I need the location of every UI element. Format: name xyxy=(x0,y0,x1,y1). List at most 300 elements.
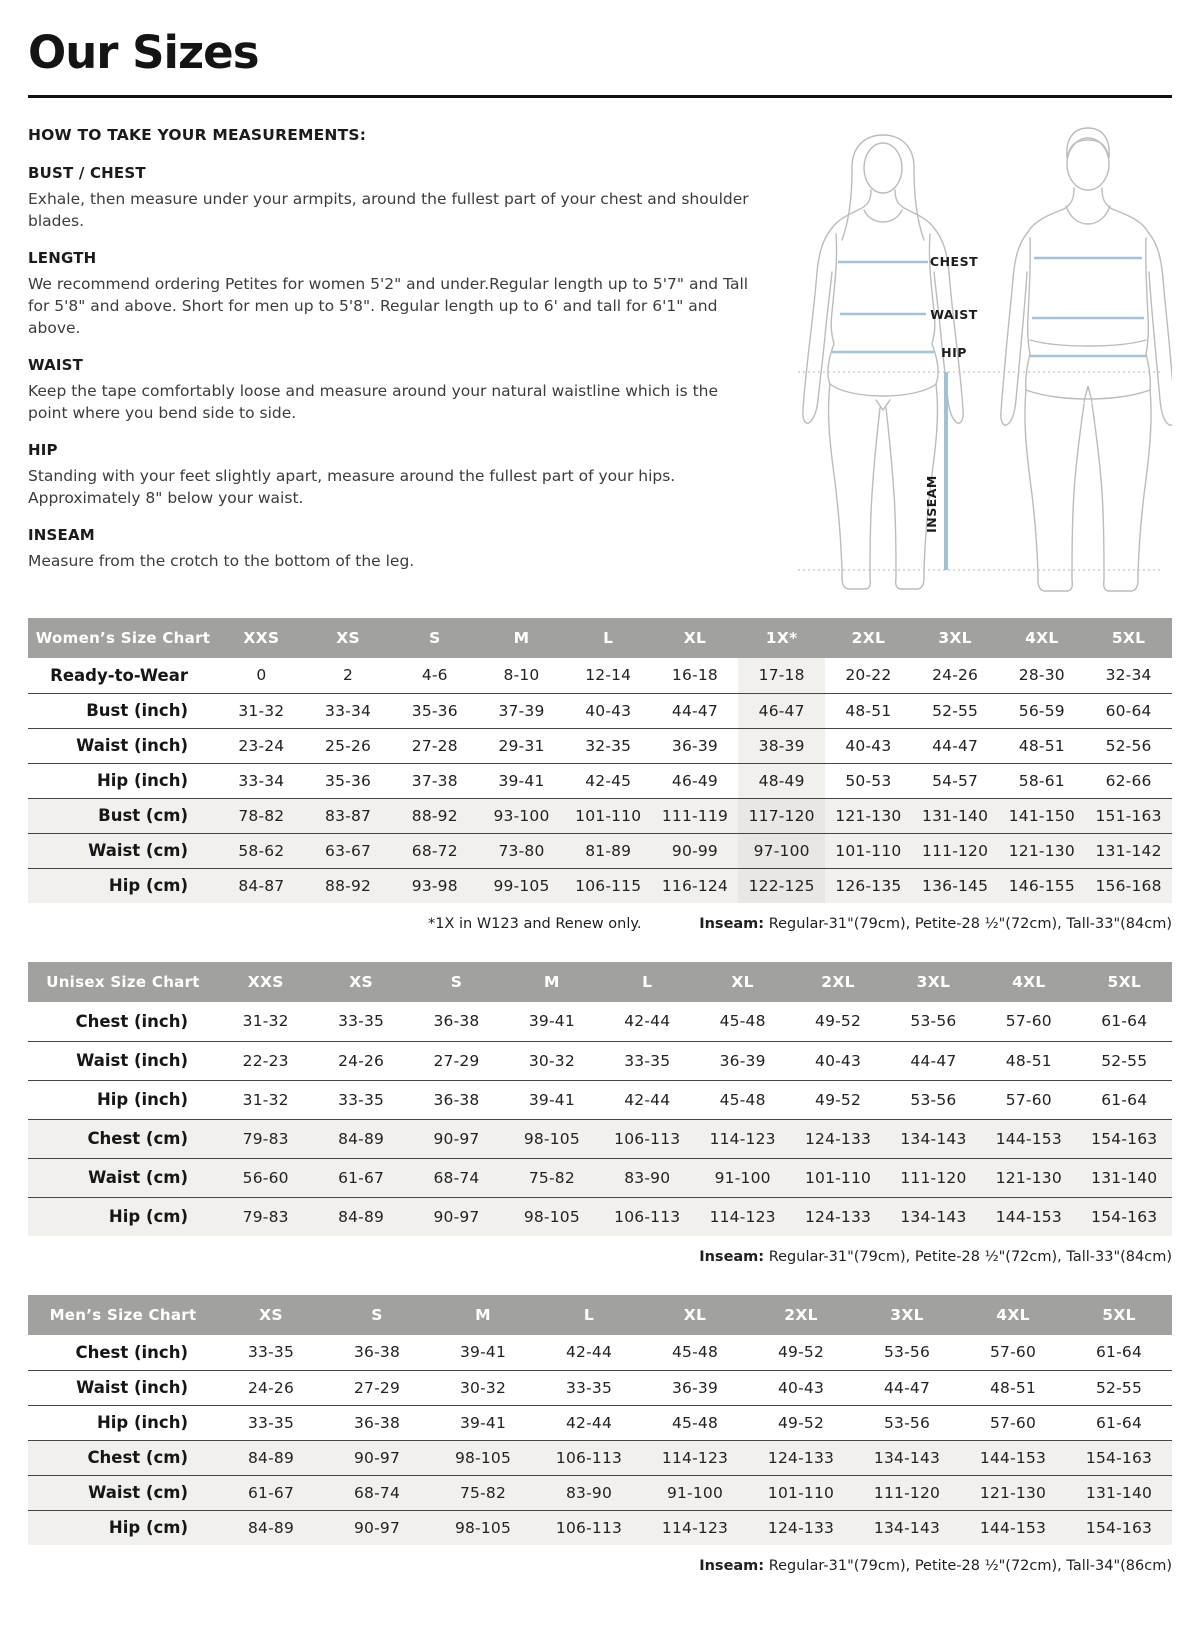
size-cell: 36-39 xyxy=(642,1370,748,1405)
size-cell: 97-100 xyxy=(738,833,825,868)
woman-outline xyxy=(803,135,963,589)
size-cell: 88-92 xyxy=(305,868,392,903)
unisex-size-chart-footnote xyxy=(28,1249,1172,1265)
table-row xyxy=(28,1197,1172,1236)
table-row xyxy=(28,693,1172,728)
size-cell: 68-74 xyxy=(409,1158,504,1197)
size-cell: 121-130 xyxy=(960,1475,1066,1510)
size-cell: 45-48 xyxy=(642,1335,748,1370)
size-cell: 53-56 xyxy=(886,1080,981,1119)
row-label: Bust (inch) xyxy=(28,693,218,728)
size-cell: 12-14 xyxy=(565,658,652,693)
size-cell: 58-61 xyxy=(998,763,1085,798)
column-header-xxs: XXS xyxy=(218,962,313,1002)
size-cell: 114-123 xyxy=(642,1510,748,1545)
size-cell: 48-51 xyxy=(998,728,1085,763)
size-cell: 63-67 xyxy=(305,833,392,868)
unisex-size-chart-block xyxy=(28,962,1172,1265)
table-title: Women’s Size Chart xyxy=(28,618,218,658)
size-cell: 134-143 xyxy=(886,1119,981,1158)
row-label: Waist (inch) xyxy=(28,728,218,763)
size-cell: 22-23 xyxy=(218,1041,313,1080)
size-cell: 75-82 xyxy=(430,1475,536,1510)
column-header-5xl: 5XL xyxy=(1066,1295,1172,1335)
size-cell: 36-38 xyxy=(409,1002,504,1041)
size-cell: 24-26 xyxy=(313,1041,408,1080)
column-header-s: S xyxy=(409,962,504,1002)
column-header-xs: XS xyxy=(313,962,408,1002)
size-cell: 24-26 xyxy=(218,1370,324,1405)
size-cell: 54-57 xyxy=(912,763,999,798)
size-cell: 36-39 xyxy=(695,1041,790,1080)
size-cell: 91-100 xyxy=(695,1158,790,1197)
size-cell: 53-56 xyxy=(886,1002,981,1041)
size-cell: 45-48 xyxy=(695,1080,790,1119)
row-label: Hip (inch) xyxy=(28,1405,218,1440)
size-cell: 25-26 xyxy=(305,728,392,763)
size-cell: 37-38 xyxy=(391,763,478,798)
size-cell: 124-133 xyxy=(790,1119,885,1158)
column-header-5xl: 5XL xyxy=(1085,618,1172,658)
size-cell: 57-60 xyxy=(981,1002,1076,1041)
size-cell: 42-45 xyxy=(565,763,652,798)
size-cell: 44-47 xyxy=(886,1041,981,1080)
column-header-xl: XL xyxy=(642,1295,748,1335)
size-cell: 17-18 xyxy=(738,658,825,693)
size-cell: 33-35 xyxy=(218,1405,324,1440)
size-cell: 144-153 xyxy=(981,1197,1076,1236)
section-inseam xyxy=(28,526,762,572)
size-cell: 68-74 xyxy=(324,1475,430,1510)
size-cell: 98-105 xyxy=(430,1510,536,1545)
column-header-m: M xyxy=(478,618,565,658)
column-header-xs: XS xyxy=(305,618,392,658)
size-charts xyxy=(28,618,1172,1574)
size-cell: 27-29 xyxy=(409,1041,504,1080)
size-cell: 44-47 xyxy=(912,728,999,763)
table-row xyxy=(28,1510,1172,1545)
size-cell: 101-110 xyxy=(565,798,652,833)
size-cell: 45-48 xyxy=(695,1002,790,1041)
size-cell: 48-51 xyxy=(981,1041,1076,1080)
size-cell: 131-140 xyxy=(1066,1475,1172,1510)
size-cell: 44-47 xyxy=(652,693,739,728)
section-length xyxy=(28,249,762,339)
size-cell: 48-51 xyxy=(960,1370,1066,1405)
size-cell: 61-64 xyxy=(1077,1080,1172,1119)
figures-illustration xyxy=(768,122,1172,596)
size-cell: 40-43 xyxy=(565,693,652,728)
column-header-4xl: 4XL xyxy=(960,1295,1066,1335)
column-header-2xl: 2XL xyxy=(790,962,885,1002)
size-cell: 57-60 xyxy=(981,1080,1076,1119)
size-cell: 111-120 xyxy=(912,833,999,868)
table-row xyxy=(28,728,1172,763)
size-cell: 122-125 xyxy=(738,868,825,903)
size-cell: 31-32 xyxy=(218,1080,313,1119)
size-cell: 131-140 xyxy=(1077,1158,1172,1197)
size-cell: 84-89 xyxy=(218,1440,324,1475)
size-cell: 36-38 xyxy=(324,1405,430,1440)
size-cell: 83-87 xyxy=(305,798,392,833)
size-cell: 31-32 xyxy=(218,693,305,728)
column-header-m: M xyxy=(504,962,599,1002)
section-waist xyxy=(28,356,762,424)
size-cell: 154-163 xyxy=(1077,1197,1172,1236)
section-body: Exhale, then measure under your armpits, around the fullest part of your chest and shoulder blades. xyxy=(28,190,749,230)
size-cell: 49-52 xyxy=(790,1080,885,1119)
size-cell: 33-35 xyxy=(313,1002,408,1041)
size-cell: 58-62 xyxy=(218,833,305,868)
size-cell: 2 xyxy=(305,658,392,693)
size-cell: 44-47 xyxy=(854,1370,960,1405)
inseam-footnote: Inseam: Regular-31"(79cm), Petite-28 ½"(72cm), Tall-34"(86cm) xyxy=(699,1558,1172,1574)
size-cell: 40-43 xyxy=(790,1041,885,1080)
size-cell: 23-24 xyxy=(218,728,305,763)
column-header-s: S xyxy=(391,618,478,658)
table-row xyxy=(28,1405,1172,1440)
size-cell: 75-82 xyxy=(504,1158,599,1197)
size-cell: 27-29 xyxy=(324,1370,430,1405)
size-cell: 134-143 xyxy=(854,1440,960,1475)
womens-size-chart-block xyxy=(28,618,1172,932)
title-divider xyxy=(28,95,1172,98)
man-outline xyxy=(1001,128,1172,591)
size-cell: 78-82 xyxy=(218,798,305,833)
section-title: LENGTH xyxy=(28,249,97,267)
size-cell: 52-55 xyxy=(1066,1370,1172,1405)
size-cell: 52-55 xyxy=(1077,1041,1172,1080)
row-label: Chest (cm) xyxy=(28,1440,218,1475)
size-cell: 52-55 xyxy=(912,693,999,728)
row-label: Waist (cm) xyxy=(28,1475,218,1510)
size-cell: 40-43 xyxy=(748,1370,854,1405)
size-cell: 20-22 xyxy=(825,658,912,693)
size-cell: 32-34 xyxy=(1085,658,1172,693)
measure-lines xyxy=(832,258,1146,356)
womens-size-chart-footnote xyxy=(28,916,1172,932)
size-cell: 83-90 xyxy=(536,1475,642,1510)
size-cell: 0 xyxy=(218,658,305,693)
waist-label: WAIST xyxy=(930,307,978,322)
table-row xyxy=(28,1080,1172,1119)
size-cell: 90-99 xyxy=(652,833,739,868)
how-to-heading: HOW TO TAKE YOUR MEASUREMENTS: xyxy=(28,126,367,144)
size-cell: 49-52 xyxy=(748,1405,854,1440)
size-cell: 90-97 xyxy=(324,1510,430,1545)
size-cell: 114-123 xyxy=(642,1440,748,1475)
row-label: Hip (cm) xyxy=(28,868,218,903)
size-cell: 117-120 xyxy=(738,798,825,833)
size-cell: 126-135 xyxy=(825,868,912,903)
mens-size-chart-block xyxy=(28,1295,1172,1574)
table-row xyxy=(28,1335,1172,1370)
section-body: We recommend ordering Petites for women 5'2" and under.Regular length up to 5'7" and Tall for 5'8" and above. Short for men up to 5'8". Regular length up to 6' and tall for 6'1" and above. xyxy=(28,275,749,337)
size-cell: 124-133 xyxy=(748,1440,854,1475)
size-cell: 131-142 xyxy=(1085,833,1172,868)
size-cell: 91-100 xyxy=(642,1475,748,1510)
size-cell: 90-97 xyxy=(409,1197,504,1236)
size-cell: 30-32 xyxy=(504,1041,599,1080)
section-body: Keep the tape comfortably loose and measure around your natural waistline which is the point where you bend side to side. xyxy=(28,382,719,422)
size-cell: 136-145 xyxy=(912,868,999,903)
size-cell: 93-98 xyxy=(391,868,478,903)
size-cell: 84-89 xyxy=(218,1510,324,1545)
row-label: Ready-to-Wear xyxy=(28,658,218,693)
size-cell: 4-6 xyxy=(391,658,478,693)
size-cell: 28-30 xyxy=(998,658,1085,693)
table-row xyxy=(28,1041,1172,1080)
size-cell: 40-43 xyxy=(825,728,912,763)
size-cell: 39-41 xyxy=(430,1405,536,1440)
measurements-copy xyxy=(28,122,762,596)
size-cell: 144-153 xyxy=(981,1119,1076,1158)
section-title: WAIST xyxy=(28,356,84,374)
size-cell: 79-83 xyxy=(218,1119,313,1158)
column-header-l: L xyxy=(600,962,695,1002)
size-cell: 31-32 xyxy=(218,1002,313,1041)
size-cell: 39-41 xyxy=(504,1080,599,1119)
size-cell: 106-113 xyxy=(536,1510,642,1545)
size-cell: 53-56 xyxy=(854,1335,960,1370)
column-header-4xl: 4XL xyxy=(981,962,1076,1002)
column-header-xl: XL xyxy=(652,618,739,658)
column-header-2xl: 2XL xyxy=(825,618,912,658)
womens-size-chart xyxy=(28,618,1172,903)
mens-size-chart xyxy=(28,1295,1172,1545)
table-row xyxy=(28,658,1172,693)
size-cell: 46-47 xyxy=(738,693,825,728)
size-cell: 60-64 xyxy=(1085,693,1172,728)
size-cell: 48-51 xyxy=(825,693,912,728)
size-cell: 106-113 xyxy=(600,1197,695,1236)
size-cell: 53-56 xyxy=(854,1405,960,1440)
size-cell: 16-18 xyxy=(652,658,739,693)
size-cell: 49-52 xyxy=(790,1002,885,1041)
column-header-3xl: 3XL xyxy=(854,1295,960,1335)
column-header-m: M xyxy=(430,1295,536,1335)
table-row xyxy=(28,1440,1172,1475)
size-cell: 99-105 xyxy=(478,868,565,903)
section-bust-chest xyxy=(28,164,762,232)
column-header-3xl: 3XL xyxy=(886,962,981,1002)
size-cell: 111-119 xyxy=(652,798,739,833)
row-label: Waist (cm) xyxy=(28,833,218,868)
size-cell: 81-89 xyxy=(565,833,652,868)
column-header-xxs: XXS xyxy=(218,618,305,658)
size-cell: 56-59 xyxy=(998,693,1085,728)
column-header-5xl: 5XL xyxy=(1077,962,1172,1002)
size-cell: 45-48 xyxy=(642,1405,748,1440)
size-cell: 52-56 xyxy=(1085,728,1172,763)
size-cell: 36-38 xyxy=(324,1335,430,1370)
size-cell: 93-100 xyxy=(478,798,565,833)
size-cell: 121-130 xyxy=(825,798,912,833)
size-cell: 8-10 xyxy=(478,658,565,693)
chest-label: CHEST xyxy=(929,254,979,269)
size-cell: 33-35 xyxy=(536,1370,642,1405)
size-cell: 73-80 xyxy=(478,833,565,868)
size-cell: 154-163 xyxy=(1077,1119,1172,1158)
inseam-bar xyxy=(944,372,948,570)
size-cell: 88-92 xyxy=(391,798,478,833)
size-cell: 121-130 xyxy=(981,1158,1076,1197)
size-cell: 106-113 xyxy=(536,1440,642,1475)
size-cell: 61-64 xyxy=(1077,1002,1172,1041)
size-cell: 42-44 xyxy=(600,1002,695,1041)
section-title: HIP xyxy=(28,441,58,459)
size-cell: 61-67 xyxy=(218,1475,324,1510)
size-cell: 146-155 xyxy=(998,868,1085,903)
size-cell: 61-64 xyxy=(1066,1335,1172,1370)
footnote-note: *1X in W123 and Renew only. xyxy=(428,916,642,932)
table-row xyxy=(28,1002,1172,1041)
size-cell: 111-120 xyxy=(886,1158,981,1197)
size-cell: 90-97 xyxy=(324,1440,430,1475)
size-cell: 57-60 xyxy=(960,1335,1066,1370)
size-cell: 39-41 xyxy=(504,1002,599,1041)
column-header-l: L xyxy=(565,618,652,658)
table-row xyxy=(28,868,1172,903)
size-cell: 134-143 xyxy=(854,1510,960,1545)
size-cell: 27-28 xyxy=(391,728,478,763)
size-cell: 144-153 xyxy=(960,1510,1066,1545)
size-cell: 33-35 xyxy=(600,1041,695,1080)
mens-size-chart-footnote xyxy=(28,1558,1172,1574)
size-cell: 36-39 xyxy=(652,728,739,763)
body-measurement-diagram xyxy=(762,122,1172,596)
size-cell: 35-36 xyxy=(305,763,392,798)
size-cell: 32-35 xyxy=(565,728,652,763)
column-header-3xl: 3XL xyxy=(912,618,999,658)
section-title: INSEAM xyxy=(28,526,95,544)
table-row xyxy=(28,798,1172,833)
row-label: Chest (cm) xyxy=(28,1119,218,1158)
size-cell: 33-34 xyxy=(218,763,305,798)
row-label: Waist (inch) xyxy=(28,1370,218,1405)
table-row xyxy=(28,1475,1172,1510)
size-cell: 56-60 xyxy=(218,1158,313,1197)
table-title: Men’s Size Chart xyxy=(28,1295,218,1335)
size-cell: 33-35 xyxy=(313,1080,408,1119)
size-cell: 134-143 xyxy=(886,1197,981,1236)
column-header-4xl: 4XL xyxy=(998,618,1085,658)
row-label: Hip (cm) xyxy=(28,1510,218,1545)
size-cell: 39-41 xyxy=(430,1335,536,1370)
hip-label: HIP xyxy=(941,345,967,360)
size-cell: 33-35 xyxy=(218,1335,324,1370)
size-cell: 84-89 xyxy=(313,1197,408,1236)
size-cell: 46-49 xyxy=(652,763,739,798)
size-cell: 79-83 xyxy=(218,1197,313,1236)
row-label: Hip (cm) xyxy=(28,1197,218,1236)
size-cell: 49-52 xyxy=(748,1335,854,1370)
size-cell: 101-110 xyxy=(825,833,912,868)
size-cell: 61-64 xyxy=(1066,1405,1172,1440)
size-cell: 116-124 xyxy=(652,868,739,903)
dotted-guides xyxy=(798,372,1160,570)
table-row xyxy=(28,1158,1172,1197)
size-cell: 37-39 xyxy=(478,693,565,728)
size-cell: 101-110 xyxy=(790,1158,885,1197)
row-label: Hip (inch) xyxy=(28,763,218,798)
size-cell: 39-41 xyxy=(478,763,565,798)
table-row xyxy=(28,763,1172,798)
row-label: Waist (cm) xyxy=(28,1158,218,1197)
size-cell: 33-34 xyxy=(305,693,392,728)
size-cell: 154-163 xyxy=(1066,1510,1172,1545)
size-cell: 84-89 xyxy=(313,1119,408,1158)
size-cell: 124-133 xyxy=(748,1510,854,1545)
size-cell: 98-105 xyxy=(504,1197,599,1236)
size-cell: 98-105 xyxy=(430,1440,536,1475)
section-body: Measure from the crotch to the bottom of the leg. xyxy=(28,552,415,570)
column-header-1x: 1X* xyxy=(738,618,825,658)
column-header-xs: XS xyxy=(218,1295,324,1335)
row-label: Waist (inch) xyxy=(28,1041,218,1080)
table-row xyxy=(28,1370,1172,1405)
size-cell: 111-120 xyxy=(854,1475,960,1510)
size-cell: 101-110 xyxy=(748,1475,854,1510)
unisex-size-chart xyxy=(28,962,1172,1236)
inseam-footnote: Inseam: Regular-31"(79cm), Petite-28 ½"(72cm), Tall-33"(84cm) xyxy=(699,1249,1172,1265)
row-label: Hip (inch) xyxy=(28,1080,218,1119)
size-cell: 42-44 xyxy=(536,1405,642,1440)
size-cell: 84-87 xyxy=(218,868,305,903)
size-cell: 114-123 xyxy=(695,1119,790,1158)
size-cell: 61-67 xyxy=(313,1158,408,1197)
column-header-2xl: 2XL xyxy=(748,1295,854,1335)
size-cell: 50-53 xyxy=(825,763,912,798)
size-cell: 30-32 xyxy=(430,1370,536,1405)
size-cell: 90-97 xyxy=(409,1119,504,1158)
size-cell: 106-115 xyxy=(565,868,652,903)
size-cell: 121-130 xyxy=(998,833,1085,868)
table-row xyxy=(28,833,1172,868)
size-cell: 114-123 xyxy=(695,1197,790,1236)
column-header-xl: XL xyxy=(695,962,790,1002)
size-cell: 98-105 xyxy=(504,1119,599,1158)
size-cell: 48-49 xyxy=(738,763,825,798)
section-body: Standing with your feet slightly apart, measure around the fullest part of your hips. Approximately 8" below your waist. xyxy=(28,467,676,507)
size-cell: 124-133 xyxy=(790,1197,885,1236)
size-cell: 106-113 xyxy=(600,1119,695,1158)
table-title: Unisex Size Chart xyxy=(28,962,218,1002)
page-title: Our Sizes xyxy=(28,26,259,79)
size-cell: 83-90 xyxy=(600,1158,695,1197)
row-label: Chest (inch) xyxy=(28,1002,218,1041)
inseam-footnote: Inseam: Regular-31"(79cm), Petite-28 ½"(72cm), Tall-33"(84cm) xyxy=(699,916,1172,932)
table-row xyxy=(28,1119,1172,1158)
size-cell: 42-44 xyxy=(600,1080,695,1119)
size-cell: 131-140 xyxy=(912,798,999,833)
row-label: Bust (cm) xyxy=(28,798,218,833)
section-title: BUST / CHEST xyxy=(28,164,146,182)
size-cell: 141-150 xyxy=(998,798,1085,833)
size-cell: 35-36 xyxy=(391,693,478,728)
size-cell: 29-31 xyxy=(478,728,565,763)
size-cell: 38-39 xyxy=(738,728,825,763)
inseam-label: INSEAM xyxy=(924,475,939,533)
measurements-section xyxy=(28,122,1172,596)
section-hip xyxy=(28,441,762,509)
size-cell: 151-163 xyxy=(1085,798,1172,833)
size-cell: 144-153 xyxy=(960,1440,1066,1475)
row-label: Chest (inch) xyxy=(28,1335,218,1370)
size-cell: 42-44 xyxy=(536,1335,642,1370)
size-cell: 62-66 xyxy=(1085,763,1172,798)
size-cell: 36-38 xyxy=(409,1080,504,1119)
